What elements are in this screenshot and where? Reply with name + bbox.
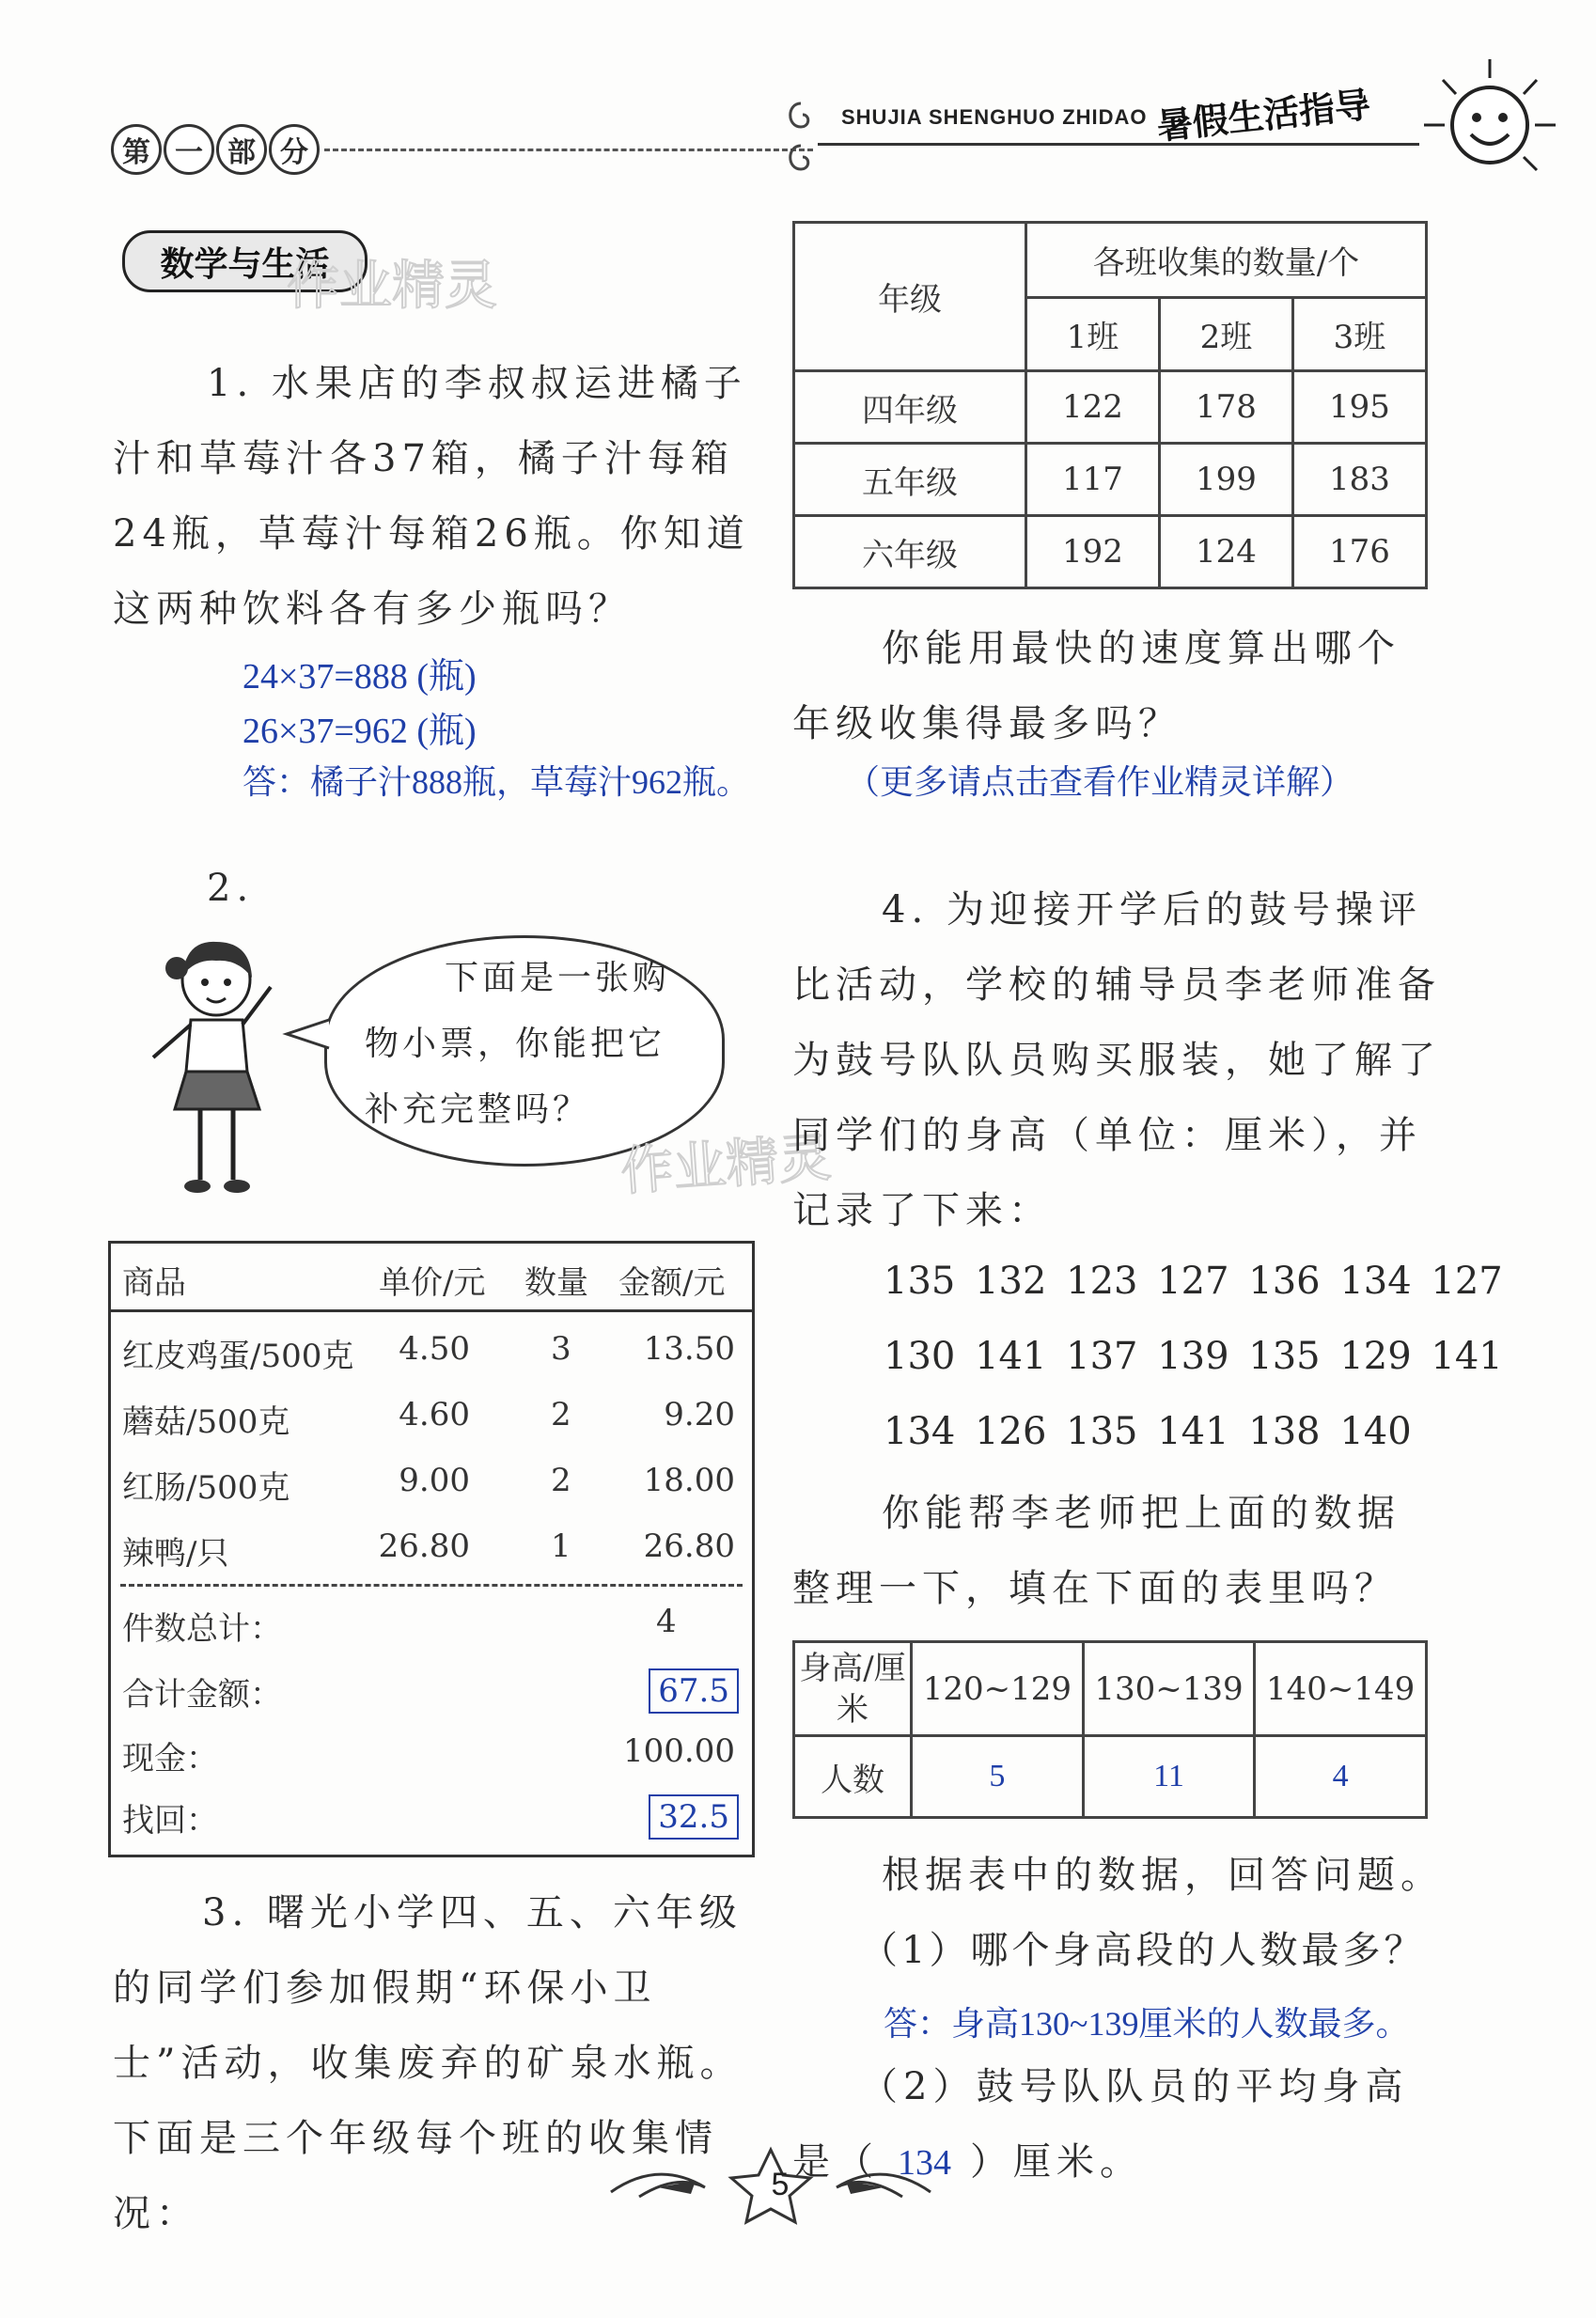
header-part-label [111, 124, 321, 175]
range-cell: 140~149 [1255, 1642, 1427, 1736]
receipt-col-qty: 数量 [524, 1264, 588, 1302]
bubble-tail-icon [282, 1015, 338, 1053]
grade-header: 年级 [794, 223, 1026, 371]
q1-answer-2: 26×37=962 (瓶) [243, 712, 477, 751]
height-data-row: 134 126 135 141 138 140 [884, 1410, 1412, 1453]
q4-sub2-before: （2）鼓号队队员的平均身高是（ [792, 2065, 1409, 2184]
change-value: 32.5 [649, 1794, 739, 1840]
part-char: 部 [216, 124, 267, 175]
item-amount: 13.50 [643, 1330, 735, 1368]
q4-sub1: （1）哪个身高段的人数最多？ [860, 1929, 1426, 1972]
table-row [794, 516, 1427, 588]
count-cell: 11 [1083, 1736, 1255, 1818]
item-name: 蘑菇/500克 [122, 1403, 290, 1441]
item-price: 26.80 [378, 1527, 470, 1565]
q2-number: 2. [207, 867, 255, 910]
q3-text: 3. 曙光小学四、五、六年级的同学们参加假期“环保小卫士”活动，收集废弃的矿泉水瓶。下面是三个年级每个班的收集情况： [113, 1891, 743, 2235]
bubble-text: 下面是一张购物小票，你能把它补充完整吗？ [365, 959, 671, 1129]
item-amount: 9.20 [664, 1396, 735, 1433]
class-header: 1班 [1026, 298, 1160, 371]
value-cell: 122 [1026, 371, 1160, 444]
q4-text: 4. 为迎接开学后的鼓号操评比活动，学校的辅导员李老师准备为鼓号队队员购买服装，她了解了同学们的身高（单位：厘米），并记录了下来： [792, 888, 1441, 1232]
value-cell: 183 [1293, 444, 1427, 516]
smiling-sun-icon [1415, 52, 1565, 193]
part-char: 第 [111, 124, 162, 175]
item-price: 4.50 [399, 1330, 470, 1368]
q4-sub2-after: ）厘米。 [970, 2140, 1143, 2184]
total-value: 67.5 [649, 1668, 739, 1714]
receipt-header [111, 1244, 752, 1312]
value-cell: 195 [1293, 371, 1427, 444]
item-qty: 2 [551, 1462, 571, 1499]
receipt-col-amount: 金额/元 [618, 1264, 726, 1302]
header-dashed-line [324, 149, 813, 151]
class-header: 3班 [1293, 298, 1427, 371]
receipt-col-price: 单价/元 [379, 1264, 486, 1302]
q1-text: 1. 水果店的李叔叔运进橘子汁和草莓汁各37箱，橘子汁每箱24瓶，草莓汁每箱26瓶。你知道这两种饮料各有多少瓶吗？ [113, 362, 750, 631]
swirl-ornament-icon [782, 94, 820, 179]
value-cell: 117 [1026, 444, 1160, 516]
height-data-row: 135 132 123 127 136 134 127 [884, 1260, 1503, 1303]
count-label: 件数总计： [122, 1610, 282, 1648]
grade-cell: 五年级 [794, 444, 1026, 516]
q4-sub2-answer: 134 [898, 2143, 951, 2183]
item-price: 4.60 [399, 1396, 470, 1433]
q3-hint: （更多请点击查看作业精灵详解） [846, 763, 1354, 801]
value-cell: 178 [1160, 371, 1293, 444]
girl-illustration-icon [149, 931, 299, 1203]
header-logo: 暑假生活指导 [1154, 84, 1373, 148]
count-cell: 4 [1255, 1736, 1427, 1818]
q4-sub1-answer: 答：身高130~139厘米的人数最多。 [884, 2005, 1410, 2043]
count-value: 4 [656, 1603, 677, 1640]
count-label-cell: 人数 [794, 1736, 912, 1818]
value-cell: 192 [1026, 516, 1160, 588]
value-cell: 124 [1160, 516, 1293, 588]
range-cell: 130~139 [1083, 1642, 1255, 1736]
grade-cell: 六年级 [794, 516, 1026, 588]
q1-answer-1: 24×37=888 (瓶) [243, 657, 477, 697]
q4-instruction: 根据表中的数据，回答问题。 [882, 1854, 1444, 1897]
item-name: 红肠/500克 [122, 1469, 290, 1507]
collection-table [792, 221, 1428, 589]
receipt-divider [120, 1584, 743, 1587]
item-amount: 18.00 [643, 1462, 735, 1499]
part-char: 分 [269, 124, 320, 175]
cash-label: 现金： [122, 1740, 218, 1778]
class-group-header: 各班收集的数量/个 [1026, 223, 1427, 298]
receipt-col-item: 商品 [122, 1264, 186, 1302]
receipt-row [111, 1396, 752, 1443]
change-label: 找回： [122, 1802, 218, 1840]
table-row [794, 444, 1427, 516]
height-data-row: 130 141 137 139 135 129 141 [884, 1335, 1503, 1378]
item-qty: 1 [551, 1527, 571, 1565]
q3-question: 你能用最快的速度算出哪个年级收集得最多吗？ [792, 627, 1400, 745]
section-title-text: 数学与生活 [160, 244, 330, 284]
count-cell: 5 [912, 1736, 1084, 1818]
table-row [794, 371, 1427, 444]
range-cell: 120~129 [912, 1642, 1084, 1736]
item-amount: 26.80 [643, 1527, 735, 1565]
receipt [108, 1241, 755, 1857]
receipt-row [111, 1462, 752, 1509]
height-label: 身高/厘米 [794, 1642, 912, 1736]
grade-cell: 四年级 [794, 371, 1026, 444]
part-char: 一 [164, 124, 214, 175]
watermark-2: 作业精灵 [618, 1127, 834, 1203]
watermark: 作业精灵 [287, 256, 497, 317]
page-number: 5 [771, 2167, 790, 2202]
height-table [792, 1640, 1428, 1819]
receipt-row [111, 1527, 752, 1574]
item-name: 红皮鸡蛋/500克 [122, 1338, 354, 1375]
receipt-row [111, 1330, 752, 1377]
item-qty: 2 [551, 1396, 571, 1433]
item-qty: 3 [551, 1330, 571, 1368]
item-name: 辣鸭/只 [122, 1535, 229, 1573]
q1-answer-3: 答：橘子汁888瓶，草莓汁962瓶。 [243, 763, 751, 801]
q4-prompt: 你能帮李老师把上面的数据整理一下，填在下面的表里吗？ [792, 1492, 1400, 1610]
value-cell: 176 [1293, 516, 1427, 588]
header-rule [818, 143, 1419, 146]
total-label: 合计金额： [122, 1676, 282, 1714]
class-header: 2班 [1160, 298, 1293, 371]
value-cell: 199 [1160, 444, 1293, 516]
cash-value: 100.00 [623, 1732, 735, 1770]
header-pinyin: SHUJIA SHENGHUO ZHIDAO [841, 105, 1148, 129]
item-price: 9.00 [399, 1462, 470, 1499]
